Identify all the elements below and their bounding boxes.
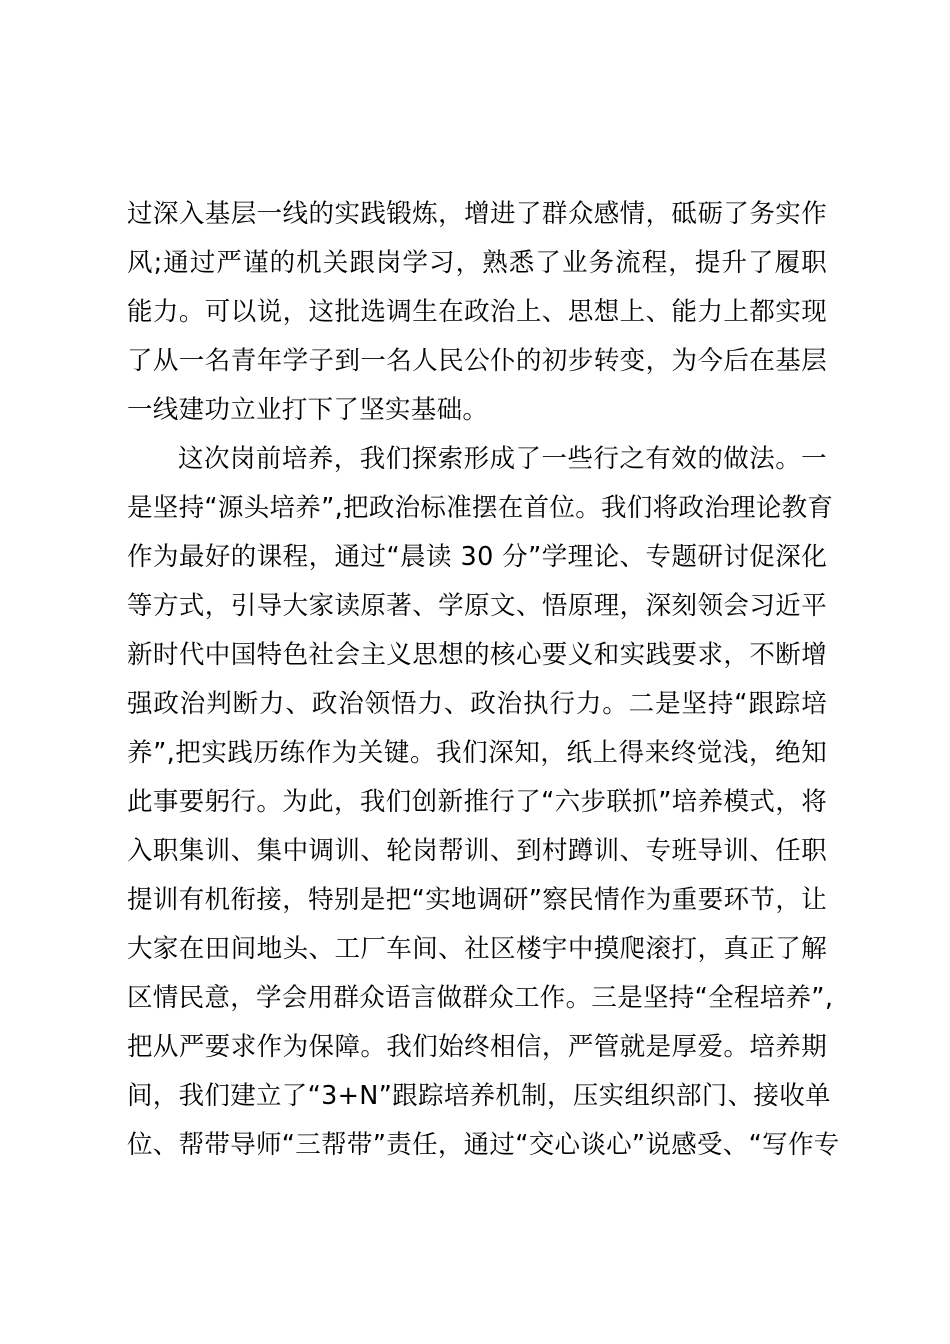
paragraph-line: 强政治判断力、政治领悟力、政治执行力。二是坚持“跟踪培 xyxy=(127,689,827,719)
paragraph-line: 间，我们建立了“3+N”跟踪培养机制，压实组织部门、接收单 xyxy=(127,1081,831,1111)
paragraph-line: 能力。可以说，这批选调生在政治上、思想上、能力上都实现 xyxy=(127,297,827,327)
paragraph-line: 是坚持“源头培养”,把政治标准摆在首位。我们将政治理论教育 xyxy=(127,493,834,523)
paragraph-line: 提训有机衔接，特别是把“实地调研”察民情作为重要环节，让 xyxy=(127,885,827,915)
paragraph-line: 作为最好的课程，通过“晨读 30 分”学理论、专题研讨促深化 xyxy=(127,542,827,572)
paragraph-line: 把从严要求作为保障。我们始终相信，严管就是厚爱。培养期 xyxy=(127,1032,827,1062)
paragraph-line: 过深入基层一线的实践锻炼，增进了群众感情，砥砺了务实作 xyxy=(127,199,827,229)
paragraph-line: 了从一名青年学子到一名人民公仆的初步转变，为今后在基层 xyxy=(127,346,827,376)
paragraph-line: 这次岗前培养，我们探索形成了一些行之有效的做法。一 xyxy=(178,444,827,474)
paragraph-line: 大家在田间地头、工厂车间、社区楼宇中摸爬滚打，真正了解 xyxy=(127,934,827,964)
paragraph-line: 此事要躬行。为此，我们创新推行了“六步联抓”培养模式，将 xyxy=(127,787,827,817)
paragraph-line: 位、帮带导师“三帮带”责任，通过“交心谈心”说感受、“写作专 xyxy=(127,1130,840,1160)
paragraph-line: 入职集训、集中调训、轮岗帮训、到村蹲训、专班导训、任职 xyxy=(127,836,827,866)
paragraph-line: 风;通过严谨的机关跟岗学习，熟悉了业务流程，提升了履职 xyxy=(127,248,827,278)
paragraph-line: 一线建功立业打下了坚实基础。 xyxy=(127,395,489,425)
paragraph-line: 区情民意，学会用群众语言做群众工作。三是坚持“全程培养”, xyxy=(127,983,834,1013)
paragraph-line: 养”,把实践历练作为关键。我们深知，纸上得来终觉浅，绝知 xyxy=(127,738,827,768)
paragraph-line: 新时代中国特色社会主义思想的核心要义和实践要求，不断增 xyxy=(127,640,827,670)
paragraph-2 xyxy=(127,435,840,1170)
paragraph-line: 等方式，引导大家读原著、学原文、悟原理，深刻领会习近平 xyxy=(127,591,827,621)
document-body xyxy=(127,190,840,1170)
paragraph-1 xyxy=(127,190,827,435)
